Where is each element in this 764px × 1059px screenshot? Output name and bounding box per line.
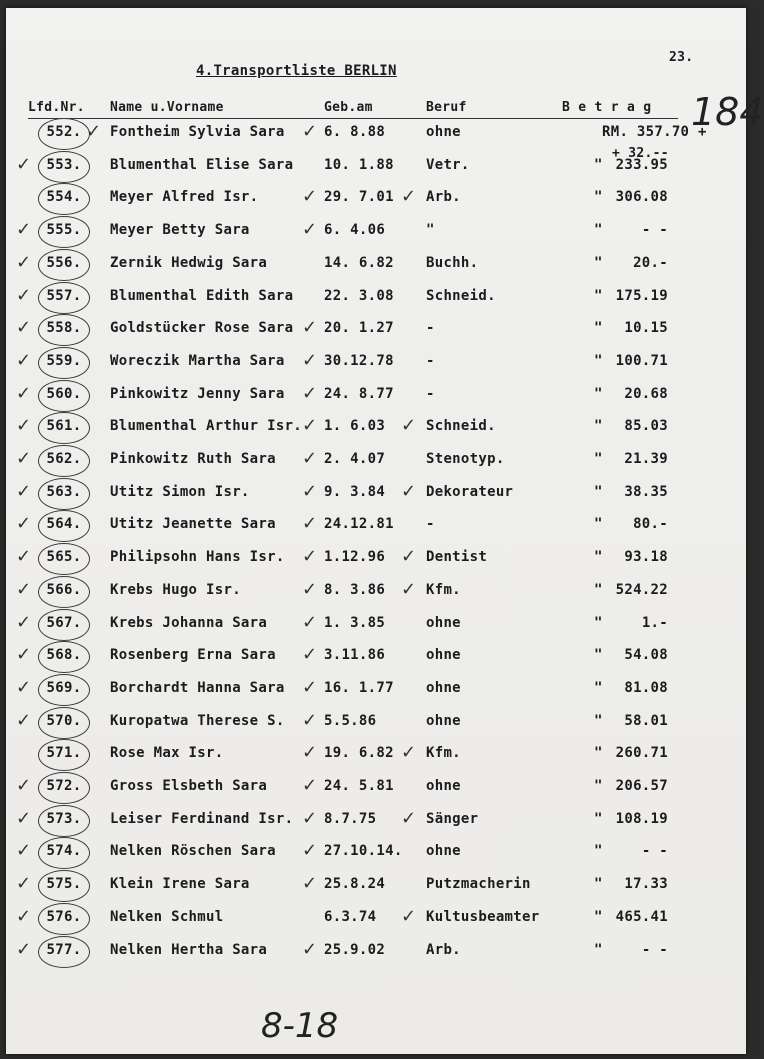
person-name: Philipsohn Hans Isr. bbox=[110, 549, 285, 566]
ditto-mark: " bbox=[594, 908, 603, 925]
birth-date: 20. 1.27 bbox=[324, 320, 394, 337]
ditto-mark: " bbox=[594, 254, 603, 271]
checkmark-icon: ✓ bbox=[16, 284, 32, 306]
checkmark-icon: ✓ bbox=[302, 546, 318, 568]
ditto-mark: " bbox=[594, 451, 603, 467]
table-row bbox=[6, 807, 746, 839]
row-number: 575. bbox=[40, 876, 88, 892]
amount: 524.22 bbox=[615, 581, 668, 598]
person-name: Meyer Alfred Isr. bbox=[110, 189, 259, 206]
page-number: 23. bbox=[669, 50, 694, 65]
checkmark-icon: ✓ bbox=[16, 153, 32, 175]
birth-date: 3.11.86 bbox=[324, 647, 386, 664]
person-name: Krebs Hugo Isr. bbox=[110, 581, 241, 598]
column-header-lfd-nr: Lfd.Nr. bbox=[28, 100, 85, 115]
checkmark-icon: ✓ bbox=[16, 905, 32, 927]
table-row bbox=[6, 317, 746, 348]
row-number: 574. bbox=[40, 843, 88, 859]
person-name: Woreczik Martha Sara bbox=[110, 352, 285, 369]
checkmark-icon: ✓ bbox=[302, 840, 318, 862]
checkmark-icon: ✓ bbox=[302, 186, 318, 208]
birth-date: 25.9.02 bbox=[324, 941, 386, 958]
occupation: ohne bbox=[426, 614, 461, 631]
birth-date: 24.12.81 bbox=[324, 516, 394, 533]
person-name: Blumenthal Edith Sara bbox=[110, 287, 294, 304]
birth-date: 6. 4.06 bbox=[324, 222, 386, 239]
ditto-mark: " bbox=[594, 745, 603, 762]
row-number: 558. bbox=[40, 320, 88, 336]
checkmark-icon: ✓ bbox=[16, 873, 32, 895]
checkmark-icon: ✓ bbox=[16, 317, 32, 339]
occupation: ohne bbox=[426, 679, 461, 696]
table-row bbox=[6, 219, 746, 250]
ditto-mark: " bbox=[594, 222, 603, 239]
row-number: 572. bbox=[40, 778, 88, 794]
amount: 85.03 bbox=[624, 418, 668, 435]
row-number: 573. bbox=[40, 811, 88, 827]
birth-date: 5.5.86 bbox=[324, 712, 377, 729]
row-number: 553. bbox=[40, 157, 88, 173]
row-number: 567. bbox=[40, 615, 88, 631]
table-row bbox=[6, 121, 746, 152]
checkmark-icon: ✓ bbox=[302, 644, 318, 666]
ditto-mark: " bbox=[594, 647, 603, 664]
ditto-mark: " bbox=[594, 516, 603, 533]
row-number: 564. bbox=[40, 516, 88, 532]
checkmark-icon: ✓ bbox=[302, 578, 318, 600]
birth-date: 2. 4.07 bbox=[324, 451, 386, 467]
occupation: ohne bbox=[426, 712, 461, 729]
occupation: Arb. bbox=[426, 941, 461, 958]
amount: 38.35 bbox=[624, 483, 668, 500]
row-number: 569. bbox=[40, 680, 88, 696]
person-name: Kuropatwa Therese S. bbox=[110, 712, 285, 729]
table-row bbox=[6, 546, 746, 577]
checkmark-icon: ✓ bbox=[16, 611, 32, 633]
checkmark-icon: ✓ bbox=[302, 513, 318, 535]
row-number: 561. bbox=[40, 418, 88, 434]
ditto-mark: " bbox=[594, 778, 603, 794]
amount: 58.01 bbox=[624, 712, 668, 729]
birth-date: 24. 8.77 bbox=[324, 385, 394, 402]
checkmark-icon: ✓ bbox=[16, 546, 32, 568]
row-number: 555. bbox=[40, 222, 88, 238]
checkmark-icon: ✓ bbox=[302, 317, 318, 339]
ditto-mark: " bbox=[594, 712, 603, 729]
person-name: Klein Irene Sara bbox=[110, 876, 250, 893]
person-name: Utitz Jeanette Sara bbox=[110, 516, 276, 533]
row-number: 571. bbox=[40, 745, 88, 761]
row-number: 557. bbox=[40, 288, 88, 304]
table-row bbox=[6, 284, 746, 316]
ditto-mark: " bbox=[594, 614, 603, 631]
checkmark-icon: ✓ bbox=[401, 578, 417, 600]
amount: 10.15 bbox=[624, 320, 668, 337]
amount: 260.71 bbox=[615, 745, 668, 762]
checkmark-icon: ✓ bbox=[16, 251, 32, 273]
ditto-mark: " bbox=[594, 189, 603, 206]
checkmark-icon: ✓ bbox=[16, 349, 32, 371]
birth-date: 1. 3.85 bbox=[324, 614, 386, 631]
checkmark-icon: ✓ bbox=[302, 775, 318, 796]
occupation: " bbox=[426, 222, 435, 239]
person-name: Nelken Hertha Sara bbox=[110, 941, 268, 958]
person-name: Leiser Ferdinand Isr. bbox=[110, 810, 294, 827]
person-name: Utitz Simon Isr. bbox=[110, 483, 250, 500]
column-header-name: Name u.Vorname bbox=[110, 100, 224, 115]
checkmark-icon: ✓ bbox=[16, 807, 32, 829]
checkmark-icon: ✓ bbox=[302, 807, 318, 829]
row-number: 562. bbox=[40, 451, 88, 467]
row-number: 559. bbox=[40, 353, 88, 369]
person-name: Pinkowitz Ruth Sara bbox=[110, 451, 276, 467]
person-name: Blumenthal Arthur Isr. bbox=[110, 418, 303, 435]
table-row bbox=[6, 611, 746, 643]
amount: 21.39 bbox=[624, 451, 668, 467]
amount: - - bbox=[641, 843, 668, 860]
birth-date: 24. 5.81 bbox=[324, 778, 394, 794]
checkmark-icon: ✓ bbox=[401, 905, 417, 927]
occupation: Arb. bbox=[426, 189, 461, 206]
birth-date: 30.12.78 bbox=[324, 352, 394, 369]
table-row bbox=[6, 775, 746, 806]
occupation: - bbox=[426, 385, 435, 402]
ditto-mark: " bbox=[594, 320, 603, 337]
row-number: 565. bbox=[40, 549, 88, 565]
person-name: Goldstücker Rose Sara bbox=[110, 320, 294, 337]
checkmark-icon: ✓ bbox=[302, 938, 318, 960]
birth-date: 29. 7.01 bbox=[324, 189, 394, 206]
checkmark-icon: ✓ bbox=[16, 938, 32, 960]
checkmark-icon: ✓ bbox=[16, 676, 32, 698]
row-number: 556. bbox=[40, 255, 88, 271]
checkmark-icon: ✓ bbox=[401, 742, 417, 764]
table-row bbox=[6, 513, 746, 544]
checkmark-icon: ✓ bbox=[16, 644, 32, 666]
ditto-mark: " bbox=[594, 843, 603, 860]
ditto-mark: " bbox=[594, 483, 603, 500]
ditto-mark: " bbox=[594, 876, 603, 893]
checkmark-icon: ✓ bbox=[86, 121, 102, 142]
checkmark-icon: ✓ bbox=[16, 448, 32, 469]
checkmark-icon: ✓ bbox=[302, 415, 318, 437]
occupation: Kfm. bbox=[426, 745, 461, 762]
checkmark-icon: ✓ bbox=[401, 807, 417, 829]
birth-date: 14. 6.82 bbox=[324, 254, 394, 271]
table-row bbox=[6, 873, 746, 904]
footer-handwriting: 8-18 bbox=[261, 1006, 339, 1046]
amount: - - bbox=[641, 941, 668, 958]
occupation: Dentist bbox=[426, 549, 488, 566]
person-name: Nelken Schmul bbox=[110, 908, 224, 925]
birth-date: 6.3.74 bbox=[324, 908, 377, 925]
checkmark-icon: ✓ bbox=[16, 775, 32, 796]
table-row bbox=[6, 186, 746, 217]
birth-date: 8. 3.86 bbox=[324, 581, 386, 598]
document-page bbox=[6, 8, 764, 1054]
occupation: Schneid. bbox=[426, 418, 496, 435]
table-row bbox=[6, 349, 746, 381]
checkmark-icon: ✓ bbox=[401, 546, 417, 568]
checkmark-icon: ✓ bbox=[302, 873, 318, 895]
amount: 54.08 bbox=[624, 647, 668, 664]
occupation: ohne bbox=[426, 778, 461, 794]
checkmark-icon: ✓ bbox=[16, 382, 32, 404]
occupation: - bbox=[426, 352, 435, 369]
checkmark-icon: ✓ bbox=[16, 578, 32, 600]
checkmark-icon: ✓ bbox=[302, 349, 318, 371]
table-row bbox=[6, 448, 746, 479]
birth-date: 16. 1.77 bbox=[324, 679, 394, 696]
ditto-mark: " bbox=[594, 156, 603, 173]
checkmark-icon: ✓ bbox=[302, 676, 318, 698]
row-number: 577. bbox=[40, 942, 88, 958]
birth-date: 6. 8.88 bbox=[324, 124, 386, 140]
checkmark-icon: ✓ bbox=[401, 186, 417, 208]
birth-date: 1.12.96 bbox=[324, 549, 386, 566]
ditto-mark: " bbox=[594, 418, 603, 435]
amount: 81.08 bbox=[624, 679, 668, 696]
ditto-mark: " bbox=[594, 352, 603, 369]
birth-date: 19. 6.82 bbox=[324, 745, 394, 762]
person-name: Blumenthal Elise Sara bbox=[110, 156, 294, 173]
occupation: ohne bbox=[426, 647, 461, 664]
amount: 206.57 bbox=[615, 778, 668, 794]
checkmark-icon: ✓ bbox=[302, 121, 318, 142]
amount: 20.68 bbox=[624, 385, 668, 402]
column-header-geb: Geb.am bbox=[324, 100, 373, 115]
table-row bbox=[6, 742, 746, 773]
row-number: 552. bbox=[40, 124, 88, 140]
checkmark-icon: ✓ bbox=[16, 219, 32, 241]
ditto-mark: " bbox=[594, 549, 603, 566]
person-name: Nelken Röschen Sara bbox=[110, 843, 276, 860]
checkmark-icon: ✓ bbox=[302, 382, 318, 404]
row-number: 576. bbox=[40, 909, 88, 925]
checkmark-icon: ✓ bbox=[302, 480, 318, 502]
birth-date: 25.8.24 bbox=[324, 876, 386, 893]
amount: 175.19 bbox=[615, 287, 668, 304]
person-name: Rose Max Isr. bbox=[110, 745, 224, 762]
amount: 108.19 bbox=[615, 810, 668, 827]
table-row bbox=[6, 480, 746, 512]
checkmark-icon: ✓ bbox=[302, 709, 318, 731]
ditto-mark: " bbox=[594, 810, 603, 827]
ditto-mark: " bbox=[594, 581, 603, 598]
person-name: Zernik Hedwig Sara bbox=[110, 254, 268, 271]
table-row bbox=[6, 578, 746, 610]
table-row bbox=[6, 415, 746, 446]
table-row bbox=[6, 251, 746, 283]
table-row bbox=[6, 644, 746, 675]
occupation: Schneid. bbox=[426, 287, 496, 304]
occupation: Putzmacherin bbox=[426, 876, 531, 893]
ditto-mark: " bbox=[594, 679, 603, 696]
person-name: Meyer Betty Sara bbox=[110, 222, 250, 239]
occupation: Dekorateur bbox=[426, 483, 514, 500]
checkmark-icon: ✓ bbox=[302, 611, 318, 633]
row-number: 570. bbox=[40, 713, 88, 729]
amount: 306.08 bbox=[615, 189, 668, 206]
occupation: - bbox=[426, 516, 435, 533]
row-number: 566. bbox=[40, 582, 88, 598]
amount: 17.33 bbox=[624, 876, 668, 893]
checkmark-icon: ✓ bbox=[16, 513, 32, 535]
checkmark-icon: ✓ bbox=[302, 219, 318, 241]
table-row bbox=[6, 938, 746, 970]
row-number: 554. bbox=[40, 189, 88, 205]
occupation: Kfm. bbox=[426, 581, 461, 598]
amount: - - bbox=[641, 222, 668, 239]
column-header-betrag: B e t r a g bbox=[562, 100, 652, 115]
ditto-mark: " bbox=[594, 941, 603, 958]
person-name: Gross Elsbeth Sara bbox=[110, 778, 268, 794]
amount: 1.- bbox=[641, 614, 668, 631]
occupation: - bbox=[426, 320, 435, 337]
amount: 20.- bbox=[633, 254, 668, 271]
document-title: 4.Transportliste BERLIN bbox=[196, 63, 397, 79]
checkmark-icon: ✓ bbox=[401, 415, 417, 437]
person-name: Pinkowitz Jenny Sara bbox=[110, 385, 285, 402]
amount: 100.71 bbox=[615, 352, 668, 369]
table-row bbox=[6, 709, 746, 741]
column-header-beruf: Beruf bbox=[426, 100, 467, 115]
checkmark-icon: ✓ bbox=[401, 480, 417, 502]
table-row bbox=[6, 905, 746, 937]
person-name: Krebs Johanna Sara bbox=[110, 614, 268, 631]
ditto-mark: " bbox=[594, 287, 603, 304]
birth-date: 9. 3.84 bbox=[324, 483, 386, 500]
checkmark-icon: ✓ bbox=[16, 415, 32, 437]
checkmark-icon: ✓ bbox=[16, 480, 32, 502]
occupation: Buchh. bbox=[426, 254, 479, 271]
occupation: Sänger bbox=[426, 810, 479, 827]
birth-date: 22. 3.08 bbox=[324, 287, 394, 304]
person-name: Borchardt Hanna Sara bbox=[110, 679, 285, 696]
amount: 465.41 bbox=[615, 908, 668, 925]
row-number: 563. bbox=[40, 484, 88, 500]
handwritten-page-number: 184 bbox=[691, 90, 764, 134]
header-rule bbox=[28, 118, 678, 119]
row-number: 568. bbox=[40, 647, 88, 663]
person-name: Rosenberg Erna Sara bbox=[110, 647, 276, 664]
occupation: Vetr. bbox=[426, 156, 470, 173]
birth-date: 1. 6.03 bbox=[324, 418, 386, 435]
amount: 93.18 bbox=[624, 549, 668, 566]
occupation: Stenotyp. bbox=[426, 451, 505, 467]
occupation: ohne bbox=[426, 124, 461, 140]
occupation: ohne bbox=[426, 843, 461, 860]
checkmark-icon: ✓ bbox=[16, 709, 32, 731]
birth-date: 10. 1.88 bbox=[324, 156, 394, 173]
amount: 233.95 bbox=[615, 156, 668, 173]
birth-date: 27.10.14. bbox=[324, 843, 403, 860]
checkmark-icon: ✓ bbox=[302, 742, 318, 764]
person-name: Fontheim Sylvia Sara bbox=[110, 124, 285, 140]
table-row bbox=[6, 840, 746, 871]
checkmark-icon: ✓ bbox=[302, 448, 318, 469]
additional-amount: + 32.-- bbox=[612, 146, 669, 161]
table-row bbox=[6, 382, 746, 414]
checkmark-icon: ✓ bbox=[16, 840, 32, 862]
amount: RM. 357.70 + bbox=[602, 124, 707, 140]
table-row bbox=[6, 676, 746, 708]
amount: 80.- bbox=[633, 516, 668, 533]
birth-date: 8.7.75 bbox=[324, 810, 377, 827]
occupation: Kultusbeamter bbox=[426, 908, 540, 925]
ditto-mark: " bbox=[594, 385, 603, 402]
row-number: 560. bbox=[40, 386, 88, 402]
